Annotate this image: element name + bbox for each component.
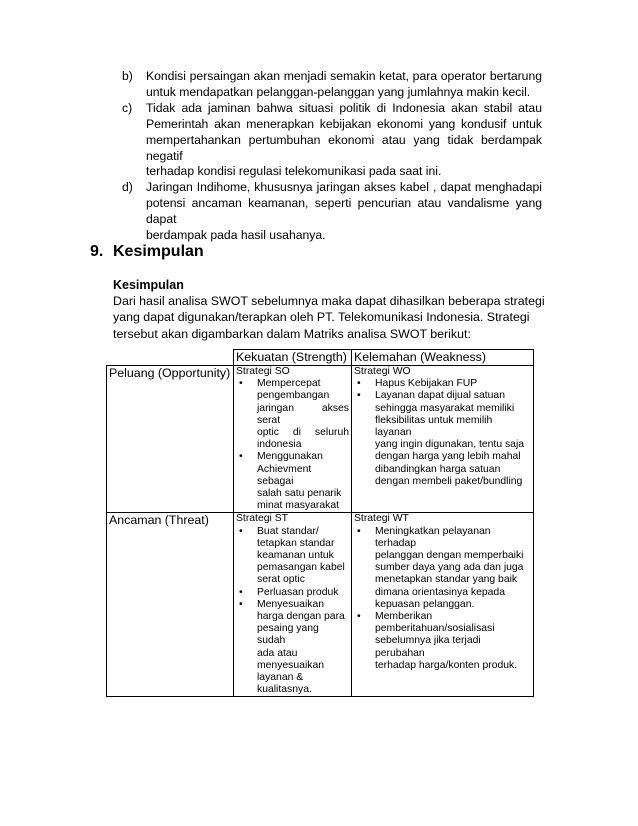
item-line: jaringan akses serat — [257, 402, 349, 426]
strategy-title: Strategi SO — [236, 366, 290, 377]
list-item-b — [112, 69, 542, 101]
item-line: sebelumnya jika terjadi perubahan — [375, 635, 481, 659]
item-line: menetapkan standar yang baik — [375, 574, 518, 586]
item-line: yang ingin digunakan, tentu saja — [375, 439, 525, 451]
strategy-item — [354, 378, 531, 390]
strategy-title: Strategi WT — [354, 513, 409, 525]
list-line: Pemerintah akan menerapkan kebijakan ekonomi yang kondusif untuk — [146, 116, 542, 131]
cell-strategi-st — [234, 513, 352, 697]
item-line: • Hapus Kebijakan FUP — [375, 378, 478, 390]
list-marker: d) — [122, 180, 133, 195]
subheading: Kesimpulan — [113, 278, 184, 292]
item-line: kualitasnya. — [257, 684, 312, 696]
item-line: • Meningkatkan pelayanan terhadap — [375, 525, 491, 549]
item-line: • Memberikan — [375, 611, 433, 623]
empty-corner-cell — [107, 350, 234, 366]
item-line: dimana orientasinya kepada — [375, 586, 505, 598]
item-line: • Perluasan produk — [257, 586, 339, 598]
threat-list — [112, 69, 542, 244]
item-line: sumber daya yang ada dan juga — [375, 562, 524, 574]
list-line: terhadap kondisi regulasi telekomunikasi pada saat ini. — [146, 164, 442, 179]
strategy-item — [236, 587, 349, 599]
swot-matrix-table — [106, 349, 534, 697]
cell-strategi-wt — [352, 513, 534, 697]
item-line: dengan harga yang lebih mahal — [375, 451, 521, 463]
strategy-title: Strategi ST — [236, 513, 288, 525]
item-line: • Buat standar/ — [257, 525, 319, 537]
item-line: kepuasan pelanggan. — [375, 598, 475, 610]
list-line: berdampak pada hasil usahanya. — [146, 228, 326, 243]
table-row-opportunity — [107, 366, 534, 513]
item-line: serat optic — [257, 574, 305, 586]
section-title: Kesimpulan — [113, 243, 204, 260]
item-line: indonesia — [257, 439, 302, 451]
header-strength: Kekuatan (Strength) — [234, 350, 352, 366]
list-marker: c) — [122, 100, 133, 115]
item-line: ada atau — [257, 647, 298, 659]
item-line: tetapkan standar — [257, 537, 335, 549]
list-line: mempertahankan pertumbuhan ekonomi atau yang tidak berdampak negatif — [146, 132, 542, 163]
item-line: keamanan untuk — [257, 550, 334, 562]
list-line: untuk mendapatkan pelanggan-pelanggan yang jumlahnya makin kecil. — [146, 84, 531, 99]
item-line: layanan & — [257, 672, 304, 684]
table-row-threat — [107, 513, 534, 697]
paragraph-line: Dari hasil analisa SWOT sebelumnya maka dapat dihasilkan beberapa strategi — [113, 294, 545, 308]
item-line: terhadap harga/konten produk. — [375, 659, 518, 671]
item-line: • Menyesuaikan — [257, 598, 325, 610]
list-line: potensi ancaman keamanan, seperti pencurian atau vandalisme yang dapat — [146, 196, 542, 227]
strategy-item — [236, 378, 349, 451]
item-line: salah satu penarik — [257, 488, 342, 500]
header-weakness: Kelemahan (Weakness) — [352, 350, 534, 366]
item-line: pemberitahuan/sosialisasi — [375, 623, 495, 635]
section-heading — [90, 243, 204, 261]
item-line: harga dengan para — [257, 611, 345, 623]
list-item-d — [112, 180, 542, 244]
row-label-threat: Ancaman (Threat) — [107, 513, 234, 697]
item-line: menyesuaikan — [257, 659, 325, 671]
item-line: dibandingkan harga satuan — [375, 463, 501, 475]
cell-strategi-so — [234, 366, 352, 513]
item-line: Achievment sebagai — [257, 463, 312, 487]
list-item-c — [112, 101, 542, 181]
strategy-item — [236, 526, 349, 587]
item-line: pengembangan — [257, 390, 330, 402]
strategy-item — [354, 611, 531, 672]
item-line: pemasangan kabel — [257, 562, 345, 574]
item-line: fleksibilitas untuk memilih layanan — [375, 414, 493, 439]
item-line: minat masyarakat — [257, 500, 339, 512]
item-line: • Menggunakan — [257, 451, 323, 463]
item-line: dengan membeli paket/bundling — [375, 475, 523, 487]
item-line: sehingga masyarakat memiliki — [375, 402, 515, 414]
strategy-title: Strategi WO — [354, 366, 411, 377]
list-marker: b) — [122, 69, 133, 83]
item-line: optic di seluruh — [257, 427, 349, 439]
section-number: 9. — [90, 243, 104, 260]
list-line: Tidak ada jaminan bahwa situasi politik di Indonesia akan stabil atau — [146, 100, 542, 115]
strategy-item — [354, 390, 531, 488]
conclusion-paragraph — [113, 293, 543, 342]
item-line: • Mempercepat — [257, 378, 321, 390]
item-line: pesaing yang sudah — [257, 623, 319, 647]
list-line: Jaringan Indihome, khususnya jaringan akses kabel , dapat menghadapi — [146, 180, 542, 195]
cell-strategi-wo — [352, 366, 534, 513]
strategy-item — [236, 451, 349, 512]
table-header-row — [107, 350, 534, 366]
paragraph-line: yang dapat digunakan/terapkan oleh PT. Telekomunikasi Indonesia. Strategi — [113, 310, 530, 325]
strategy-item — [354, 526, 531, 611]
list-line: Kondisi persaingan akan menjadi semakin ketat, para operator bertarung — [146, 69, 542, 83]
item-line: pelanggan dengan memperbaiki — [375, 550, 524, 562]
item-line: • Layanan dapat dijual satuan — [375, 390, 505, 402]
paragraph-line: tersebut akan digambarkan dalam Matriks analisa SWOT berikut: — [113, 326, 471, 341]
row-label-opportunity: Peluang (Opportunity) — [107, 366, 234, 513]
strategy-item — [236, 599, 349, 697]
